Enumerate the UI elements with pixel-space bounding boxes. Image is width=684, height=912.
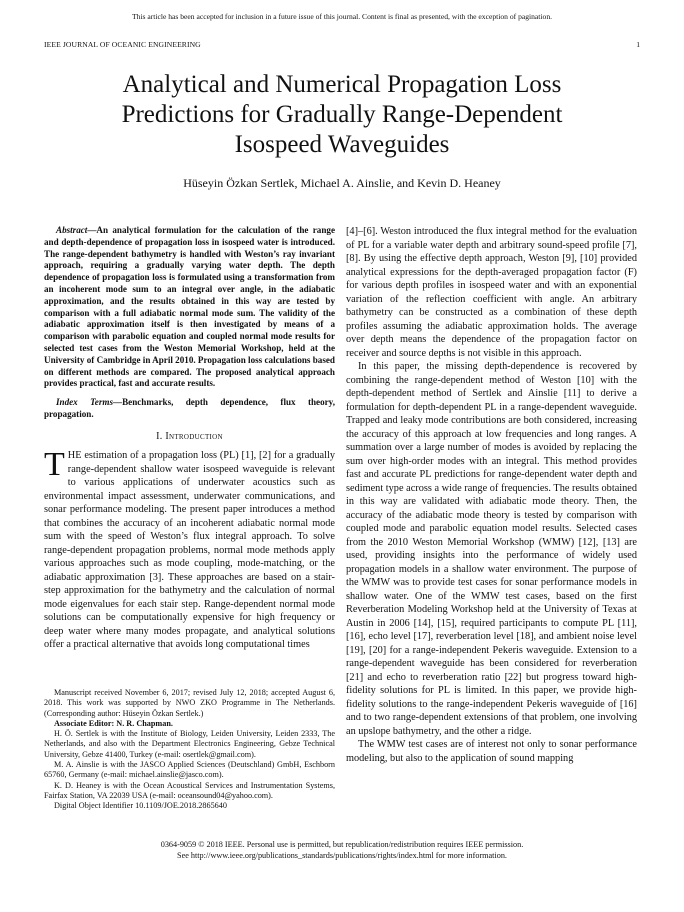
footnote-doi: Digital Object Identifier 10.1109/JOE.2018.2865640: [54, 801, 227, 811]
acceptance-note: This article has been accepted for inclusion in a future issue of this journal. Content is final as presented, with the exception of pagination.: [131, 12, 553, 21]
body-paragraph: The WMW test cases are of interest not only to sonar performance modeling, but also to the application of sound mapping: [346, 739, 637, 764]
author-list: Hüseyin Özkan Sertlek, Michael A. Ainslie, and Kevin D. Heaney: [183, 176, 501, 190]
title-line: Isospeed Waveguides: [234, 131, 450, 158]
abstract-text: —An analytical formulation for the calculation of the range and depth-dependence of propagation loss in isospeed water is introduced. The range-dependent bathymetry is handled with Weston’s ray invariant approach, requiring a gradually varying water depth. The depth dependence of propagation loss is formulated using a transformation from an incoherent mode sum to an integral over angle, in the adiabatic approximation, and the results obtained in this way are tested by comparison with a full adiabatic normal mode sum. The validity of the adiabatic approximation itself is then investigated by means of a comparison with parabolic equation and coupled normal mode results for selected test cases from the Weston Memorial Workshop, held at the University of Cambridge in April 2010. Propagation loss calculations based on different methods are compared. The proposed analytical approach provides practical, fast and accurate results.: [44, 225, 335, 389]
body-paragraph: In this paper, the missing depth-dependence is recovered by combining the range-dependent method of Weston [10] with the depth-dependent method of Sertlek and Ainslie [11] to derive a formulation for depth-dependent PL in a range-dependent waveguide. Trapped and leaky mode contributions are both considered, increasing the accuracy of this approach at low frequencies and long ranges. A summation over a large number of modes is avoided by replacing the sum over high-order modes with an integral. This method provides fast and accurate PL predictions for range-dependent water depth and sediment type across a wide range of frequencies. The results obtained in this way are validated with adiabatic mode theory. Then, the accuracy of the adiabatic mode theory is tested by comparison with coupled mode and parabolic equation model results. Selected cases from the 2010 Weston Memorial Workshop (WMW) [12], [13] are used, providing insights into the performance of widely used propagation models in a shallow water environment. The purpose of the WMW was to provide test cases for sonar performance models in shallow water. One of the WMW test cases, based on the first Reverberation Modeling Workshop held at the University of Texas at Austin in 2006 [14], [15], required participants to compute PL [11], [16], echo level [17], reverberation level [18], and ambient noise level [19], [20] for a range-independent Pekeris waveguide. Extension to a range-dependent waveguide has been considered for reverberation [21] and echo to reverberation ratio [22] but progress toward high-fidelity solutions for PL is limited. In this paper, we provide high-fidelity solutions to the range-independent Pekeris waveguide of [16] and to two range-dependent extensions of that problem, one involving an upslope bathymetry, and the other a ridge.: [346, 361, 637, 737]
section-numeral: I.: [156, 430, 163, 442]
section-title: Introduction: [165, 430, 223, 442]
running-head: IEEE JOURNAL OF OCEANIC ENGINEERING: [44, 40, 201, 49]
abstract-label: Abstract: [56, 225, 88, 235]
footnote-editor: Associate Editor: N. R. Chapman.: [54, 718, 173, 728]
index-terms: [44, 397, 335, 421]
index-terms-text: —Benchmarks, depth dependence, flux theory, propagation.: [44, 397, 335, 419]
title-line: Predictions for Gradually Range-Dependent: [121, 101, 563, 128]
left-column: [44, 225, 335, 652]
footnote-author-1: H. Ö. Sertlek is with the Institute of Biology, Leiden University, Leiden 2333, The Netherlands, and also with the Department Electronics Engineering, Gebze Technical University, Gebze 41400, Turkey (e-mail: osertlek@gmail.com).: [44, 729, 335, 759]
copyright-line: 0364-9059 © 2018 IEEE. Personal use is permitted, but republication/redistribution requires IEEE permission.: [160, 840, 524, 849]
body-paragraph: [4]–[6]. Weston introduced the flux integral method for the evaluation of PL for a variable water depth and arbitrary sound-speed profile [7], [8]. By using the effective depth approach, Weston [9], [10] provided analytical expressions for the depth-averaged propagation factor (F) for various depth profiles in isospeed water and with an exponential variation of the reflection coefficient with angle. An arbitrary bathymetry can be constructed as a combination of these depth profiles assuming the adiabatic approximation holds. The average over depth means the dependence of the propagation factor on receiver and source depths is not visible in this approach.: [346, 226, 637, 359]
footnote-author-3: K. D. Heaney is with the Ocean Acoustical Services and Instrumentation Systems, Fairfax Station, VA 22039 USA (e-mail: oceansound04@yahoo.com).: [44, 780, 335, 800]
footnote-manuscript: Manuscript received November 6, 2017; revised July 12, 2018; accepted August 6, 2018. This work was supported by NWO ZKO Programme in The Netherlands. (Corresponding author: Hüseyin Özkan Sertlek.): [44, 688, 335, 718]
copyright-link-line: See http://www.ieee.org/publications_standards/publications/rights/index.html for more information.: [177, 850, 507, 860]
index-terms-label: Index Terms: [56, 397, 113, 408]
intro-paragraph: [44, 446, 335, 652]
paper-title: [60, 70, 624, 160]
right-column: [346, 225, 637, 765]
footnotes: [44, 688, 335, 812]
intro-text: HE estimation of a propagation loss (PL) [1], [2] for a gradually range-dependent shallow water isospeed waveguide is relevant to various applications of underwater acoustics such as environmental impact assessment, underwater communications, and sonar performance modeling. The present paper introduces a method that combines the accuracy of an incoherent adiabatic normal mode sum with the speed of Weston’s flux integral approach. To solve range-dependent propagation problems, normal mode methods apply various approaches such as mode coupling, mode-matching, or the adiabatic approximation [3]. These approaches are based on a stair-step approximation for the bathymetry and the calculation of normal mode eigenvalues for each stair step. Range-dependent normal mode solutions can be computationally expensive for high frequency or deep water where many modes propagate, and analytical solutions offer a practical alternative that avoids long computational times: [44, 450, 335, 651]
title-line: Analytical and Numerical Propagation Loss: [122, 71, 562, 98]
section-heading: [44, 430, 335, 444]
drop-cap: T: [44, 446, 65, 484]
copyright-notice: [0, 840, 684, 861]
footnote-author-2: M. A. Ainslie is with the JASCO Applied Sciences (Deutschland) GmbH, Eschborn 65760, Germany (e-mail: michael.ainslie@jasco.com).: [44, 760, 335, 780]
abstract: [44, 225, 335, 390]
page-number: 1: [636, 40, 640, 49]
